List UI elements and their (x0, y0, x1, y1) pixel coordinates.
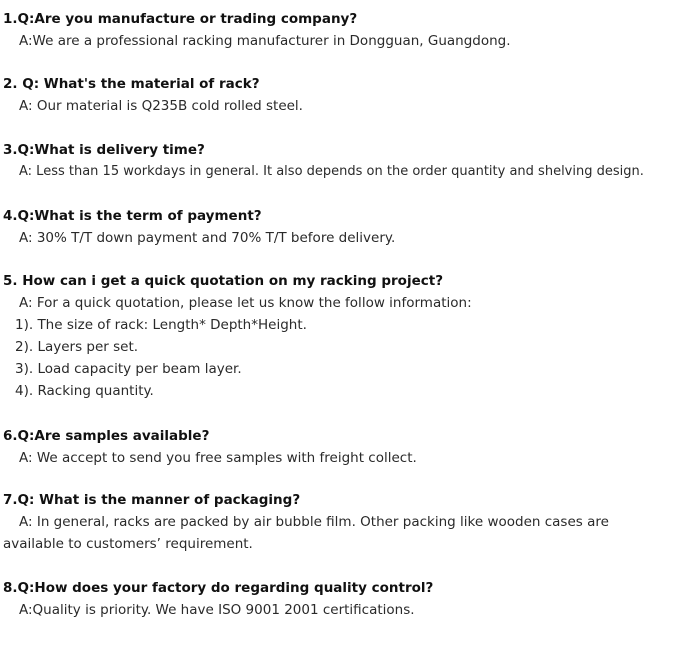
faq-question: 4.Q:What is the term of payment? (3, 208, 262, 224)
faq-question: 1.Q:Are you manufacture or trading company? (3, 11, 358, 27)
faq-question: 8.Q:How does your factory do regarding quality control? (3, 580, 434, 596)
faq-item-5 (3, 270, 677, 402)
faq-list-item: 4). Racking quantity. (15, 383, 154, 399)
faq-question: 3.Q:What is delivery time? (3, 142, 205, 158)
faq-list-item: 2). Layers per set. (15, 339, 139, 355)
faq-item-7 (3, 489, 677, 555)
faq-item-2 (3, 73, 677, 117)
faq-item-4 (3, 205, 677, 249)
faq-answer: A: 30% T/T down payment and 70% T/T before delivery. (19, 230, 396, 246)
faq-item-6 (3, 425, 677, 469)
faq-list-item: 3). Load capacity per beam layer. (15, 361, 242, 377)
faq-answer: A:Quality is priority. We have ISO 9001 2001 certifications. (19, 602, 415, 618)
faq-item-3 (3, 139, 677, 183)
faq-question: 6.Q:Are samples available? (3, 428, 210, 444)
faq-answer: A:We are a professional racking manufacturer in Dongguan, Guangdong. (19, 33, 511, 49)
faq-item-8 (3, 577, 677, 621)
faq-answer: A: For a quick quotation, please let us know the follow information: (19, 295, 472, 311)
faq-question: 7.Q: What is the manner of packaging? (3, 492, 301, 508)
faq-list-item: 1). The size of rack: Length* Depth*Height. (15, 317, 307, 333)
faq-answer: A: We accept to send you free samples with freight collect. (19, 450, 417, 466)
faq-answer: A: Less than 15 workdays in general. It also depends on the order quantity and shelving design. (19, 164, 644, 179)
faq-answer: A: In general, racks are packed by air bubble film. Other packing like wooden cases are (19, 514, 609, 530)
faq-answer: A: Our material is Q235B cold rolled steel. (19, 98, 303, 114)
faq-question: 2. Q: What's the material of rack? (3, 76, 260, 92)
faq-question: 5. How can i get a quick quotation on my racking project? (3, 273, 444, 289)
faq-answer-continued: available to customers’ requirement. (3, 536, 253, 552)
faq-item-1 (3, 8, 677, 52)
